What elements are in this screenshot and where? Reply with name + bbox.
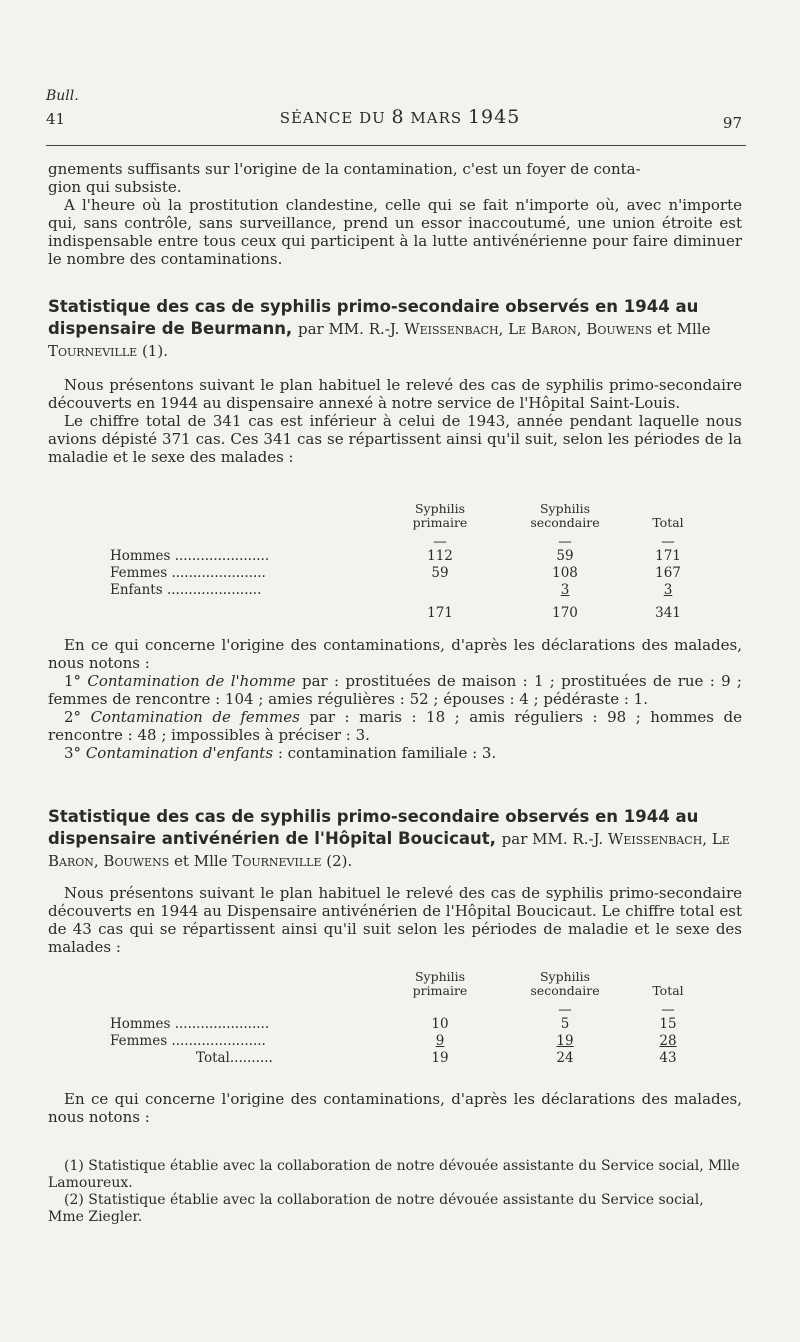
folio-left: 41 — [46, 110, 66, 128]
col-header-primaire: Syphilis primaire — [412, 501, 468, 530]
intro-line-2: gion qui subsiste. — [48, 178, 182, 196]
col-header-total: Total — [652, 983, 684, 998]
section1-title — [48, 296, 744, 362]
section2-paragraph-1: Nous présentons suivant le plan habituel le relevé des cas de syphilis primo-secondaire découverts en 1944 au Dispensaire antivénérien de l'Hôpital Boucicaut. Le chiffre total est de 43 cas qui se répartissent ainsi qu'il suit selon les périodes de maladie et le sexe des malades : — [48, 884, 742, 956]
table-row: Hommes ...................... 112 59 171 — [110, 548, 681, 564]
origin-item-1: 1° Contamination de l'homme par : prostituées de maison : 1 ; prostituées de rue : 9 ; femmes de rencontre : 104 ; amies régulières : 52 ; épouses : 4 ; pédéraste : 1. — [48, 672, 742, 708]
col-header-total: Total — [652, 515, 684, 530]
origin-item-3: 3° Contamination d'enfants : contamination familiale : 3. — [64, 744, 497, 762]
intro-line-1: gnements suffisants sur l'origine de la contamination, c'est un foyer de conta- — [48, 160, 641, 178]
table-totals-row: 171 170 341 — [427, 605, 681, 621]
seance-month: MARS — [410, 109, 463, 127]
section1-authors: par MM. R.-J. Weissenbach, Le Baron, Bouwens et Mlle Tourneville (1). — [48, 320, 711, 360]
section2-title — [48, 806, 744, 872]
origin-item-2: 2° Contamination de femmes par : maris : 18 ; amis réguliers : 98 ; hommes de rencontre : 48 ; impossibles à préciser : 3. — [48, 708, 742, 744]
section1-body — [48, 376, 742, 466]
section2-origin-intro: En ce qui concerne l'origine des contaminations, d'après les déclarations des malades, nous notons : — [48, 1090, 742, 1126]
section2-origins — [48, 1090, 742, 1126]
section2-body — [48, 884, 742, 956]
seance-year: 1945 — [467, 106, 521, 128]
table-row: Enfants ...................... 3 3 — [110, 582, 673, 598]
table-totals-row: Total.......... 19 24 43 — [196, 1050, 677, 1066]
table-row: Femmes ...................... 59 108 167 — [110, 565, 681, 581]
table-boucicaut: Syphilis primaire Syphilis secondaire Total — — Hommes ...................... 10 5 15 Femmes ...................... 9 19 28 Total.......... 19 24 43 — [110, 970, 698, 1066]
section1-paragraph-1: Nous présentons suivant le plan habituel le relevé des cas de syphilis primo-secondaire découverts en 1944 au dispensaire annexé à notre service de l'Hôpital Saint-Louis. — [48, 376, 742, 412]
section1-paragraph-2: Le chiffre total de 341 cas est inférieur à celui de 1943, année pendant laquelle nous avions dépisté 371 cas. Ces 341 cas se répartissent ainsi qu'il suit, selon les périodes de la maladie et le sexe des malades : — [48, 412, 742, 466]
running-header — [0, 106, 800, 128]
section1-title-text: Statistique des cas de syphilis primo-secondaire observés en 1944 au dispensaire de Beurmann, — [48, 297, 699, 338]
bulletin-mark: Bull. — [46, 88, 79, 104]
col-header-secondaire: Syphilis secondaire — [530, 501, 600, 530]
footnote-1: (1) Statistique établie avec la collaboration de notre dévouée assistante du Service social, Mlle Lamoureux. — [48, 1158, 740, 1191]
page-number: 97 — [722, 114, 742, 132]
footnote-2: (2) Statistique établie avec la collaboration de notre dévouée assistante du Service social, Mme Ziegler. — [48, 1192, 704, 1225]
intro-block — [48, 160, 742, 268]
col-header-secondaire: Syphilis secondaire — [530, 969, 600, 998]
col-header-primaire: Syphilis primaire — [412, 969, 468, 998]
section1-origin-intro: En ce qui concerne l'origine des contaminations, d'après les déclarations des malades, nous notons : — [48, 636, 742, 672]
header-rule — [46, 145, 746, 146]
table-beurmann: Syphilis primaire Syphilis secondaire Total — — — Hommes ...................... 112 59 171 Femmes ...................... 59 108 167 Enfants ...................... 3 3 171 170 341 — [110, 502, 698, 621]
section2-authors: par MM. R.-J. Weissenbach, Le Baron, Bouwens et Mlle Tourneville (2). — [48, 830, 730, 870]
table-row: Femmes ...................... 9 19 28 — [110, 1033, 677, 1049]
seance-prefix: SÉANCE DU — [279, 109, 386, 127]
intro-paragraph-2: A l'heure où la prostitution clandestine, celle qui se fait n'importe où, avec n'importe qui, sans contrôle, sans surveillance, prend un essor inaccoutumé, une union étroite est indispensable entre tous ceux qui participent à la lutte antivénérienne pour faire diminuer le nombre des contaminations. — [48, 196, 742, 268]
seance-day: 8 — [391, 106, 405, 128]
footnotes — [48, 1158, 742, 1226]
table-row: Hommes ...................... 10 5 15 — [110, 1016, 677, 1032]
section1-origins — [48, 636, 742, 762]
section2-title-text: Statistique des cas de syphilis primo-secondaire observés en 1944 au dispensaire antivénérien de l'Hôpital Boucicaut, — [48, 807, 699, 848]
